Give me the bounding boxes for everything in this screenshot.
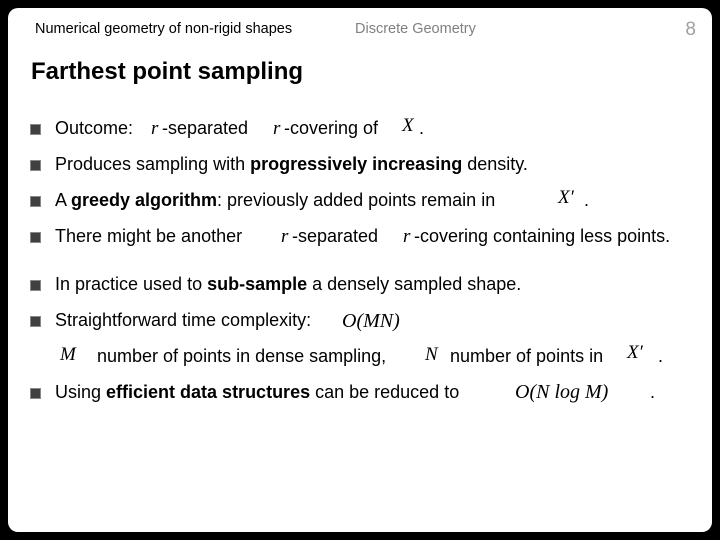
math-complexity-efficient: O(N log M) bbox=[515, 381, 609, 403]
math-N: N bbox=[425, 344, 438, 365]
outcome-label: Outcome: bbox=[55, 118, 134, 138]
complexity-legend bbox=[30, 342, 710, 372]
text: density. bbox=[462, 154, 528, 174]
text: Produces sampling with bbox=[55, 154, 251, 174]
separated-text: -separated bbox=[292, 226, 379, 246]
period: . bbox=[650, 382, 656, 402]
text: Using bbox=[55, 382, 107, 402]
slide-title: Farthest point sampling bbox=[31, 58, 304, 85]
bullet-marker bbox=[30, 124, 41, 135]
math-complexity-straight: O(MN) bbox=[342, 310, 400, 332]
covering-text: -covering containing less points. bbox=[414, 226, 671, 246]
bullet-marker bbox=[30, 232, 41, 243]
bold-text: greedy algorithm bbox=[71, 190, 218, 210]
topic-title: Discrete Geometry bbox=[355, 21, 476, 37]
bullet-density bbox=[30, 154, 710, 176]
math-r: r bbox=[273, 118, 281, 139]
math-X-prime: X′ bbox=[558, 187, 574, 208]
n-description: number of points in bbox=[450, 346, 604, 366]
course-title: Numerical geometry of non-rigid shapes bbox=[35, 21, 293, 37]
bold-text: efficient data structures bbox=[106, 382, 311, 402]
covering-text: -covering of bbox=[284, 118, 379, 138]
bullet-marker bbox=[30, 316, 41, 327]
bold-text: sub-sample bbox=[207, 274, 308, 294]
text: a densely sampled shape. bbox=[307, 274, 522, 294]
bullet-marker bbox=[30, 388, 41, 399]
bullet-practice bbox=[30, 274, 710, 296]
math-r: r bbox=[151, 118, 159, 139]
separated-text: -separated bbox=[162, 118, 249, 138]
text: Straightforward time complexity: bbox=[55, 310, 312, 330]
period: . bbox=[419, 118, 425, 138]
bullet-efficient bbox=[30, 382, 710, 408]
math-r: r bbox=[281, 226, 289, 247]
bold-text: progressively increasing bbox=[250, 154, 463, 174]
page-number: 8 bbox=[685, 19, 696, 40]
slide bbox=[8, 8, 712, 532]
math-r: r bbox=[403, 226, 411, 247]
bullet-outcome bbox=[30, 115, 710, 140]
bullet-marker bbox=[30, 160, 41, 171]
bullet-greedy bbox=[30, 187, 710, 212]
bullet-marker bbox=[30, 280, 41, 291]
math-X-prime: X′ bbox=[627, 342, 643, 363]
period: . bbox=[658, 346, 664, 366]
period: . bbox=[584, 190, 590, 210]
bullet-marker bbox=[30, 196, 41, 207]
m-description: number of points in dense sampling, bbox=[97, 346, 387, 366]
text: In practice used to bbox=[55, 274, 208, 294]
math-X: X bbox=[402, 115, 414, 136]
bullet-another bbox=[30, 226, 710, 248]
text: There might be another bbox=[55, 226, 243, 246]
math-M: M bbox=[60, 344, 76, 365]
text: A bbox=[55, 190, 72, 210]
text: : previously added points remain in bbox=[217, 190, 496, 210]
text: can be reduced to bbox=[310, 382, 460, 402]
bullet-complexity bbox=[30, 310, 710, 336]
